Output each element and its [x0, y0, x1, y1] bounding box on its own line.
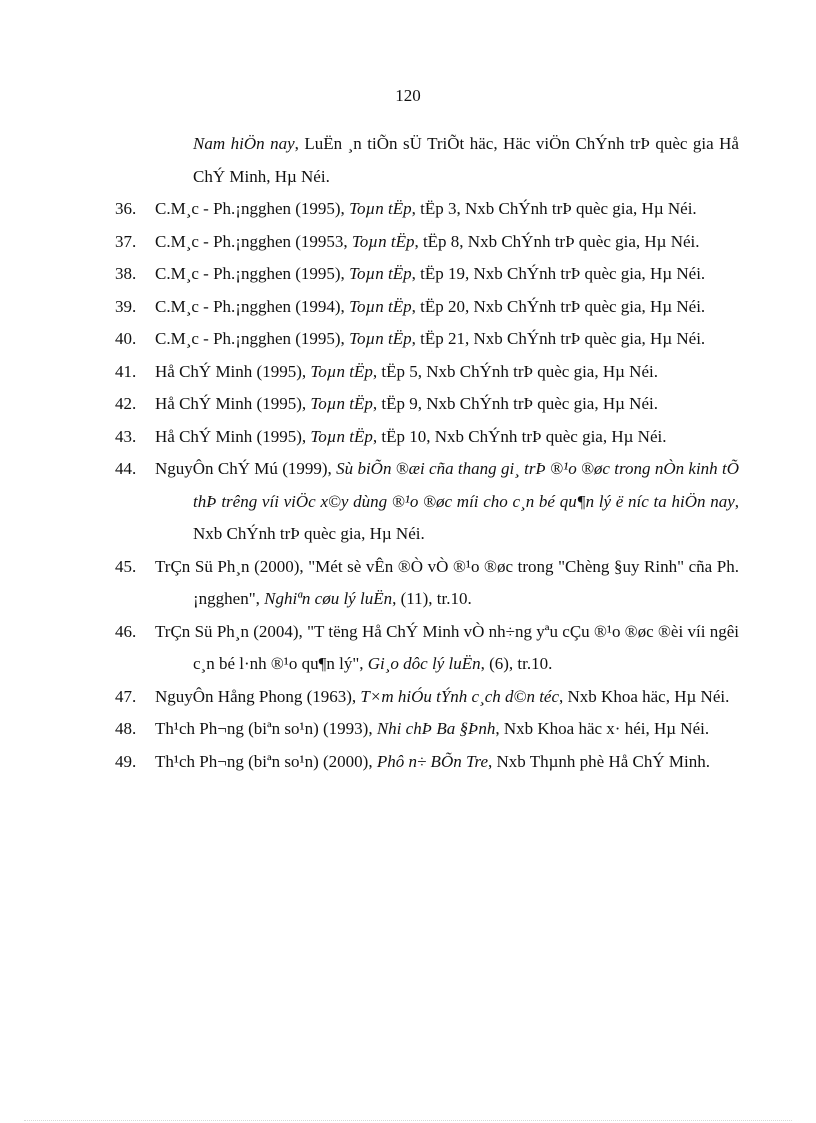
- reference-authors: C.M¸c - Ph.¡ngghen (1995),: [155, 199, 350, 218]
- reference-title: Toµn tËp: [349, 264, 412, 283]
- reference-publication: , tËp 19, Nxb ChÝnh trÞ quèc gia, Hµ Néi.: [411, 264, 706, 283]
- reference-title: Phô n÷ BÕn Tre: [376, 751, 489, 771]
- reference-publication: , Nxb Khoa häc x· héi, Hµ Néi.: [495, 719, 710, 738]
- reference-number: 46.: [115, 621, 137, 641]
- reference-authors: Hå ChÝ Minh (1995),: [155, 394, 311, 413]
- reference-publication: , tËp 10, Nxb ChÝnh trÞ quèc gia, Hµ Néi.: [372, 426, 667, 446]
- reference-publication: , Nxb Khoa häc, Hµ Néi.: [559, 686, 730, 706]
- reference-number: 45.: [115, 556, 137, 576]
- reference-number: 41.: [115, 361, 137, 381]
- reference-publication: , (11), tr.10.: [392, 589, 472, 608]
- reference-number: 37.: [115, 231, 137, 251]
- reference-title: Toµn tËp: [310, 426, 373, 446]
- reference-number: 36.: [115, 199, 137, 218]
- reference-entry: [115, 388, 739, 421]
- reference-number: 47.: [115, 686, 137, 706]
- reference-authors: C.M¸c - Ph.¡ngghen (1995),: [155, 264, 350, 283]
- reference-entry: [115, 421, 739, 454]
- reference-publication: , Nxb Thµnh phè Hå ChÝ Minh.: [488, 751, 711, 771]
- reference-entry: [115, 681, 739, 714]
- reference-number: 42.: [115, 394, 137, 413]
- reference-publication: , tËp 20, Nxb ChÝnh trÞ quèc gia, Hµ Néi.: [411, 296, 706, 316]
- reference-title: Toµn tËp: [351, 231, 415, 251]
- reference-entry: [115, 453, 739, 551]
- reference-number: 43.: [115, 426, 137, 446]
- reference-publication: , (6), tr.10.: [480, 654, 553, 673]
- reference-number: 40.: [115, 329, 137, 348]
- reference-authors: TrÇn Sü Ph¸n (2000), "Mét sè vÊn ®Ò vÒ ®¹o ®øc trong "Chèng §uy Rinh" cña Ph.¡ngghen",: [155, 556, 739, 608]
- reference-number: 49.: [115, 751, 137, 771]
- reference-publication: , Nxb ChÝnh trÞ quèc gia, Hµ Néi.: [193, 491, 739, 543]
- reference-entry: [115, 713, 739, 746]
- reference-title: T×m hiÓu tÝnh c¸ch d©n téc: [360, 686, 560, 706]
- page-number: 120: [395, 86, 421, 105]
- reference-entry: [115, 746, 739, 779]
- reference-number: 48.: [115, 719, 137, 738]
- reference-publication: , tËp 5, Nxb ChÝnh trÞ quèc gia, Hµ Néi.: [372, 361, 658, 381]
- page-bottom-border: [24, 1120, 792, 1121]
- reference-title: Toµn tËp: [310, 394, 373, 413]
- reference-entry: [115, 193, 739, 226]
- reference-entry: [115, 323, 739, 356]
- reference-entry: [115, 291, 739, 324]
- continuation-title: Nam hiÖn nay: [193, 134, 295, 153]
- reference-authors: Th¹ch Ph¬ng (biªn so¹n) (2000),: [155, 751, 377, 771]
- reference-authors: C.M¸c - Ph.¡ngghen (1995),: [155, 329, 350, 348]
- reference-authors: C.M¸c - Ph.¡ngghen (1994),: [155, 296, 350, 316]
- reference-entry: [115, 551, 739, 616]
- reference-continuation: [115, 128, 739, 193]
- reference-entry: [115, 356, 739, 389]
- reference-title: Toµn tËp: [310, 361, 373, 381]
- reference-entry: [115, 226, 739, 259]
- reference-list: [115, 128, 739, 778]
- reference-publication: , tËp 8, Nxb ChÝnh trÞ quèc gia, Hµ Néi.: [414, 231, 700, 251]
- reference-entries: [115, 193, 739, 778]
- reference-title: Nghiªn cøu lý luËn: [264, 589, 393, 608]
- reference-publication: , tËp 9, Nxb ChÝnh trÞ quèc gia, Hµ Néi.: [372, 394, 658, 413]
- reference-title: Sù biÕn ®æi cña thang gi¸ trÞ ®¹o ®øc trong nÒn kinh tÕ thÞ trêng víi viÖc x©y dùng ®¹o ®øc míi cho c¸n bé qu¶n lý ë níc ta hiÖn nay: [193, 459, 739, 511]
- reference-title: Toµn tËp: [349, 329, 412, 348]
- reference-publication: , tËp 21, Nxb ChÝnh trÞ quèc gia, Hµ Néi.: [411, 329, 706, 348]
- reference-entry: [115, 616, 739, 681]
- reference-title: Toµn tËp: [349, 296, 412, 316]
- reference-title: Gi¸o dôc lý luËn: [367, 654, 481, 673]
- reference-title: Nhi chÞ Ba §Þnh: [376, 719, 496, 738]
- reference-authors: NguyÔn ChÝ Mú (1999),: [155, 459, 337, 478]
- reference-title: Toµn tËp: [349, 199, 412, 218]
- reference-publication: , tËp 3, Nxb ChÝnh trÞ quèc gia, Hµ Néi.: [411, 199, 697, 218]
- reference-authors: Hå ChÝ Minh (1995),: [155, 426, 311, 446]
- reference-authors: C.M¸c - Ph.¡ngghen (19953,: [155, 231, 352, 251]
- reference-authors: NguyÔn Hång Phong (1963),: [155, 686, 361, 706]
- reference-authors: Hå ChÝ Minh (1995),: [155, 361, 311, 381]
- reference-authors: Th¹ch Ph¬ng (biªn so¹n) (1993),: [155, 719, 377, 738]
- continuation-text: , LuËn ¸n tiÕn sÜ TriÕt häc, Häc viÖn ChÝnh trÞ quèc gia Hå ChÝ Minh, Hµ Néi.: [193, 134, 739, 186]
- reference-authors: TrÇn Sü Ph¸n (2004), "T tëng Hå ChÝ Minh vÒ nh÷ng yªu cÇu ®¹o ®øc ®èi víi ngêi c¸n bé l·nh ®¹o qu¶n lý",: [155, 621, 739, 673]
- reference-number: 44.: [115, 459, 137, 478]
- reference-entry: [115, 258, 739, 291]
- reference-number: 38.: [115, 264, 137, 283]
- reference-number: 39.: [115, 296, 137, 316]
